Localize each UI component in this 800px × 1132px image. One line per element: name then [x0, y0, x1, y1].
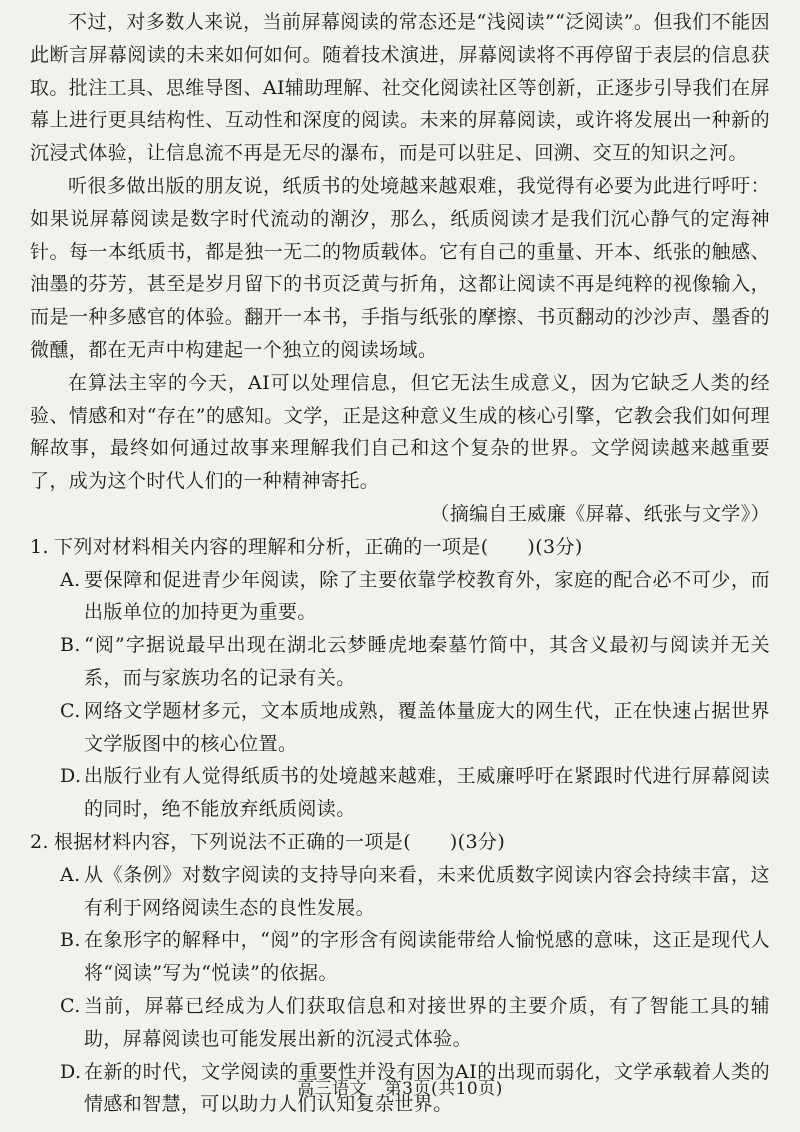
option-letter: B.: [60, 929, 81, 952]
question-2-option-b: [30, 924, 770, 990]
page-content: [30, 6, 770, 1121]
option-text: 从《条例》对数字阅读的支持导向来看，未来优质数字阅读内容会持续丰富，这有利于网络阅读生态的良性发展。: [84, 863, 770, 919]
passage-paragraph-3: 在算法主宰的今天，AI可以处理信息，但它无法生成意义，因为它缺乏人类的经验、情感和对“存在”的感知。文学，正是这种意义生成的核心引擎，它教会我们如何理解故事，最终如何通过故事来理解我们自己和这个复杂的世界。文学阅读越来越重要了，成为这个时代人们的一种精神寄托。: [30, 371, 770, 493]
option-text: 要保障和促进青少年阅读，除了主要依靠学校教育外，家庭的配合必不可少，而出版单位的加持更为重要。: [84, 568, 770, 624]
question-1-option-c: [30, 695, 770, 761]
question-2-option-c: [30, 990, 770, 1056]
option-text: 网络文学题材多元，文本质地成熟，覆盖体量庞大的网生代，正在快速占据世界文学版图中的核心位置。: [84, 699, 770, 755]
option-text: 出版行业有人觉得纸质书的处境越来越难，王威廉呼吁在紧跟时代进行屏幕阅读的同时，绝不能放弃纸质阅读。: [84, 765, 770, 821]
option-letter: A.: [60, 863, 81, 886]
option-text: “阅”字据说最早出现在湖北云梦睡虎地秦墓竹简中，其含义最初与阅读并无关系，而与家族功名的记录有关。: [84, 634, 770, 689]
question-1-option-b: [30, 629, 770, 695]
question-1-text: 下列对材料相关内容的理解和分析，正确的一项是( )(3分): [54, 535, 583, 558]
question-1-option-a: [30, 564, 770, 630]
option-letter: A.: [60, 568, 81, 591]
question-1-stem: [30, 531, 770, 564]
question-2-stem: [30, 826, 770, 859]
option-letter: D.: [60, 765, 82, 788]
option-text: 在象形字的解释中，“阅”的字形含有阅读能带给人愉悦感的意味，这正是现代人将“阅读”写为“悦读”的依据。: [84, 929, 770, 985]
question-2-number: 2.: [30, 830, 49, 853]
passage-paragraph-1: 不过，对多数人来说，当前屏幕阅读的常态还是“浅阅读”“泛阅读”。但我们不能因此断言屏幕阅读的未来如何如何。随着技术演进，屏幕阅读将不再停留于表层的信息获取。批注工具、思维导图、AI辅助理解、社交化阅读社区等创新，正逐步引导我们在屏幕上进行更具结构性、互动性和深度的阅读。未来的屏幕阅读，或许将发展出一种新的沉浸式体验，让信息流不再是无尽的瀑布，而是可以驻足、回溯、交互的知识之河。: [30, 11, 770, 165]
option-text: 当前，屏幕已经成为人们获取信息和对接世界的主要介质，有了智能工具的辅助，屏幕阅读也可能发展出新的沉浸式体验。: [84, 994, 770, 1050]
question-1-number: 1.: [30, 535, 49, 558]
question-2-text: 根据材料内容，下列说法不正确的一项是( )(3分): [54, 830, 506, 853]
question-1: [30, 531, 770, 826]
passage-paragraph-2: 听很多做出版的朋友说，纸质书的处境越来越艰难，我觉得有必要为此进行呼吁：如果说屏幕阅读是数字时代流动的潮汐，那么，纸质阅读才是我们沉心静气的定海神针。每一本纸质书，都是独一无二的物质载体。它有自己的重量、开本、纸张的触感、油墨的芬芳，甚至是岁月留下的书页泛黄与折角，这都让阅读不再是纯粹的视像输入，而是一种多感官的体验。翻开一本书，手指与纸张的摩擦、书页翻动的沙沙声、墨香的微醺，都在无声中构建起一个独立的阅读场域。: [30, 174, 770, 361]
option-letter: C.: [60, 699, 81, 722]
passage-source: （摘编自王威廉《屏幕、纸张与文学》）: [430, 502, 770, 525]
option-letter: D.: [60, 1060, 82, 1083]
question-1-option-d: [30, 760, 770, 826]
question-2-option-a: [30, 859, 770, 925]
page-footer: 高三语文 第3页(共10页): [297, 1079, 503, 1099]
option-letter: C.: [60, 994, 81, 1017]
option-text: 在新的时代，文学阅读的重要性并没有因为AI的出现而弱化，文学承载着人类的情感和智慧，可以助力人们认知复杂世界。: [84, 1060, 770, 1116]
option-letter: B.: [60, 634, 81, 657]
